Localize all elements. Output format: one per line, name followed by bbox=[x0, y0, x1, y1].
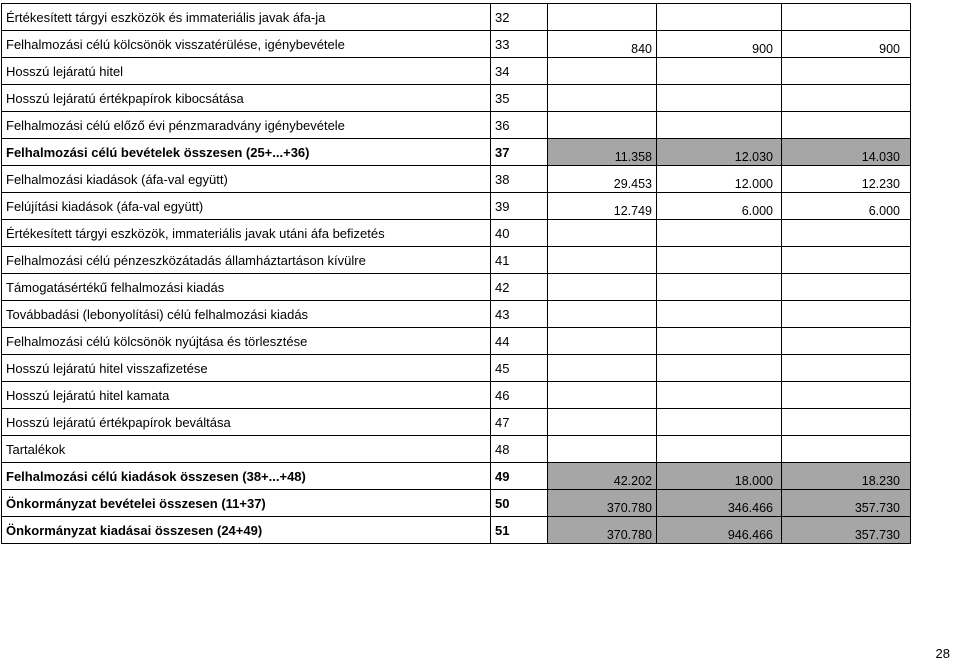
value-col-2: 346.466 bbox=[657, 490, 782, 517]
row-label: Továbbadási (lebonyolítási) célú felhalmozási kiadás bbox=[2, 301, 491, 328]
row-number: 49 bbox=[491, 463, 548, 490]
value-col-1 bbox=[548, 409, 657, 436]
value-col-2 bbox=[657, 436, 782, 463]
value-col-3 bbox=[782, 220, 911, 247]
value-col-2 bbox=[657, 409, 782, 436]
value-col-2 bbox=[657, 112, 782, 139]
table-row bbox=[2, 58, 911, 85]
table-row bbox=[2, 355, 911, 382]
row-label: Önkormányzat bevételei összesen (11+37) bbox=[2, 490, 491, 517]
row-number: 51 bbox=[491, 517, 548, 544]
row-number: 38 bbox=[491, 166, 548, 193]
row-number: 41 bbox=[491, 247, 548, 274]
value-col-2: 18.000 bbox=[657, 463, 782, 490]
value-col-3 bbox=[782, 301, 911, 328]
table-row bbox=[2, 490, 911, 517]
row-label: Felhalmozási célú kölcsönök visszatérülése, igénybevétele bbox=[2, 31, 491, 58]
value-col-1 bbox=[548, 85, 657, 112]
table-row bbox=[2, 328, 911, 355]
value-col-3 bbox=[782, 112, 911, 139]
value-col-1 bbox=[548, 220, 657, 247]
row-number: 34 bbox=[491, 58, 548, 85]
budget-table bbox=[1, 3, 911, 544]
value-col-1 bbox=[548, 301, 657, 328]
value-col-3 bbox=[782, 382, 911, 409]
value-col-1: 12.749 bbox=[548, 193, 657, 220]
row-label: Felhalmozási célú bevételek összesen (25+...+36) bbox=[2, 139, 491, 166]
value-col-3: 14.030 bbox=[782, 139, 911, 166]
value-col-2: 12.000 bbox=[657, 166, 782, 193]
value-col-1 bbox=[548, 382, 657, 409]
value-col-2 bbox=[657, 328, 782, 355]
table-row bbox=[2, 409, 911, 436]
row-label: Értékesített tárgyi eszközök, immateriális javak utáni áfa befizetés bbox=[2, 220, 491, 247]
value-col-2 bbox=[657, 355, 782, 382]
value-col-2: 12.030 bbox=[657, 139, 782, 166]
row-label: Hosszú lejáratú hitel kamata bbox=[2, 382, 491, 409]
value-col-2: 6.000 bbox=[657, 193, 782, 220]
table-row bbox=[2, 301, 911, 328]
value-col-3 bbox=[782, 328, 911, 355]
table-row bbox=[2, 382, 911, 409]
table-row bbox=[2, 166, 911, 193]
table-row bbox=[2, 112, 911, 139]
table-body bbox=[2, 4, 911, 544]
table-row bbox=[2, 85, 911, 112]
row-label: Támogatásértékű felhalmozási kiadás bbox=[2, 274, 491, 301]
table-row bbox=[2, 193, 911, 220]
row-number: 45 bbox=[491, 355, 548, 382]
value-col-1: 29.453 bbox=[548, 166, 657, 193]
value-col-1 bbox=[548, 58, 657, 85]
value-col-3: 357.730 bbox=[782, 490, 911, 517]
row-label: Felhalmozási célú pénzeszközátadás államháztartáson kívülre bbox=[2, 247, 491, 274]
value-col-1 bbox=[548, 355, 657, 382]
value-col-2 bbox=[657, 85, 782, 112]
row-number: 42 bbox=[491, 274, 548, 301]
row-number: 39 bbox=[491, 193, 548, 220]
value-col-3 bbox=[782, 274, 911, 301]
value-col-3 bbox=[782, 436, 911, 463]
row-label: Felújítási kiadások (áfa-val együtt) bbox=[2, 193, 491, 220]
row-label: Önkormányzat kiadásai összesen (24+49) bbox=[2, 517, 491, 544]
row-label: Tartalékok bbox=[2, 436, 491, 463]
value-col-3: 6.000 bbox=[782, 193, 911, 220]
row-number: 37 bbox=[491, 139, 548, 166]
table-row bbox=[2, 517, 911, 544]
row-number: 40 bbox=[491, 220, 548, 247]
value-col-3 bbox=[782, 4, 911, 31]
row-number: 48 bbox=[491, 436, 548, 463]
value-col-3: 357.730 bbox=[782, 517, 911, 544]
value-col-2 bbox=[657, 58, 782, 85]
row-number: 35 bbox=[491, 85, 548, 112]
value-col-1 bbox=[548, 247, 657, 274]
table-row bbox=[2, 139, 911, 166]
value-col-1 bbox=[548, 274, 657, 301]
row-number: 43 bbox=[491, 301, 548, 328]
page-number: 28 bbox=[935, 646, 950, 661]
table-row bbox=[2, 247, 911, 274]
row-number: 36 bbox=[491, 112, 548, 139]
value-col-1 bbox=[548, 328, 657, 355]
value-col-2 bbox=[657, 301, 782, 328]
row-label: Hosszú lejáratú hitel visszafizetése bbox=[2, 355, 491, 382]
table-row bbox=[2, 436, 911, 463]
row-label: Hosszú lejáratú értékpapírok beváltása bbox=[2, 409, 491, 436]
table-row bbox=[2, 220, 911, 247]
value-col-1 bbox=[548, 4, 657, 31]
value-col-1: 370.780 bbox=[548, 490, 657, 517]
value-col-3 bbox=[782, 247, 911, 274]
row-number: 50 bbox=[491, 490, 548, 517]
value-col-2 bbox=[657, 220, 782, 247]
row-label: Felhalmozási célú kölcsönök nyújtása és törlesztése bbox=[2, 328, 491, 355]
table-row bbox=[2, 31, 911, 58]
value-col-2: 900 bbox=[657, 31, 782, 58]
value-col-2: 946.466 bbox=[657, 517, 782, 544]
row-label: Felhalmozási kiadások (áfa-val együtt) bbox=[2, 166, 491, 193]
value-col-1 bbox=[548, 112, 657, 139]
row-label: Felhalmozási célú kiadások összesen (38+...+48) bbox=[2, 463, 491, 490]
value-col-2 bbox=[657, 4, 782, 31]
value-col-3: 900 bbox=[782, 31, 911, 58]
row-number: 46 bbox=[491, 382, 548, 409]
value-col-1 bbox=[548, 436, 657, 463]
value-col-1: 840 bbox=[548, 31, 657, 58]
value-col-3 bbox=[782, 355, 911, 382]
table-row bbox=[2, 4, 911, 31]
row-number: 47 bbox=[491, 409, 548, 436]
row-number: 32 bbox=[491, 4, 548, 31]
value-col-3: 12.230 bbox=[782, 166, 911, 193]
value-col-1: 370.780 bbox=[548, 517, 657, 544]
value-col-1: 11.358 bbox=[548, 139, 657, 166]
row-label: Értékesített tárgyi eszközök és immateriális javak áfa-ja bbox=[2, 4, 491, 31]
row-number: 44 bbox=[491, 328, 548, 355]
row-label: Hosszú lejáratú értékpapírok kibocsátása bbox=[2, 85, 491, 112]
value-col-3 bbox=[782, 58, 911, 85]
table-row bbox=[2, 274, 911, 301]
table-row bbox=[2, 463, 911, 490]
value-col-2 bbox=[657, 247, 782, 274]
value-col-2 bbox=[657, 382, 782, 409]
value-col-3 bbox=[782, 409, 911, 436]
row-label: Hosszú lejáratú hitel bbox=[2, 58, 491, 85]
row-label: Felhalmozási célú előző évi pénzmaradvány igénybevétele bbox=[2, 112, 491, 139]
value-col-1: 42.202 bbox=[548, 463, 657, 490]
value-col-2 bbox=[657, 274, 782, 301]
value-col-3: 18.230 bbox=[782, 463, 911, 490]
row-number: 33 bbox=[491, 31, 548, 58]
value-col-3 bbox=[782, 85, 911, 112]
